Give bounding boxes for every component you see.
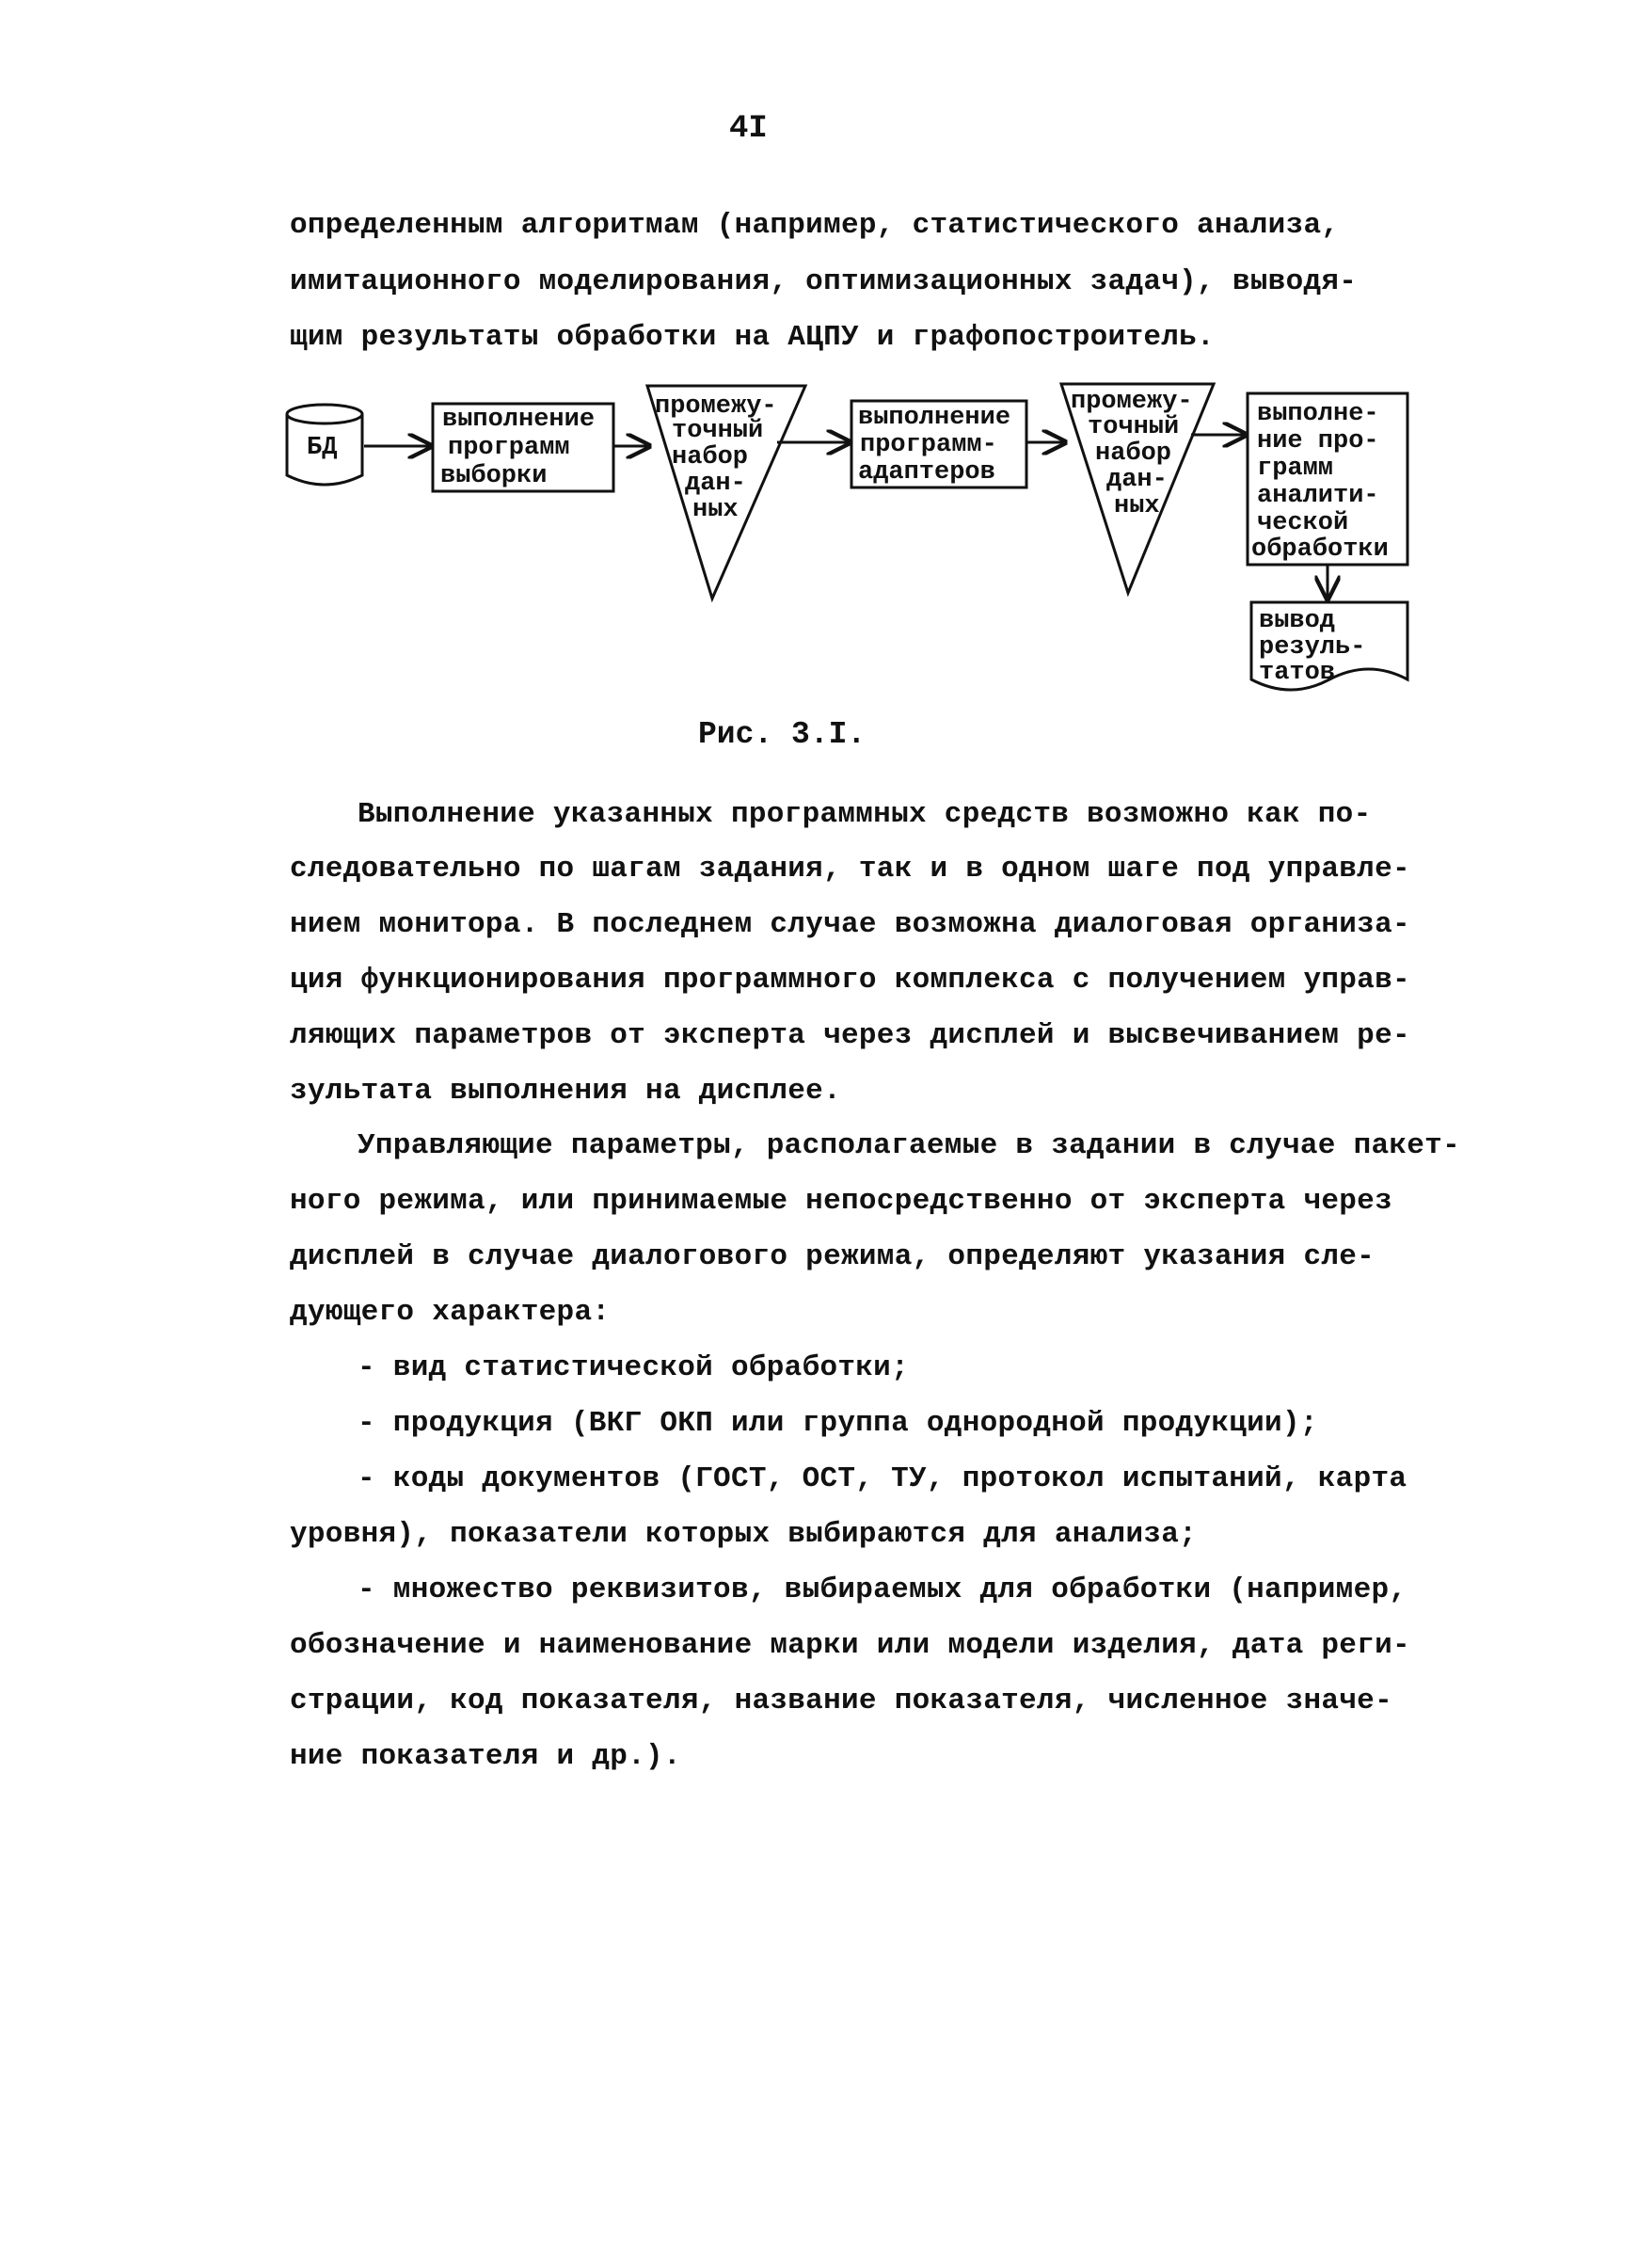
db-label: БД	[307, 434, 338, 462]
box-1-line: программ	[448, 434, 570, 462]
text-line: ляющих параметров от эксперта через дисплей и высвечиванием ре-	[290, 1019, 1410, 1052]
text-line: щим результаты обработки на АЦПУ и графопостроитель.	[290, 321, 1215, 354]
output-line: вывод	[1259, 607, 1336, 635]
triangle-1-line: ных	[692, 496, 739, 524]
text-line: нием монитора. В последнем случае возможна диалоговая организа-	[290, 908, 1410, 941]
triangle-2-line: ных	[1114, 492, 1160, 520]
triangle-intermediate-dataset-1	[647, 386, 805, 599]
text-line: дующего характера:	[290, 1296, 611, 1329]
box-3-line: аналити-	[1257, 482, 1379, 510]
box-1-line: выполнение	[442, 406, 596, 434]
triangle-intermediate-dataset-2	[1061, 384, 1214, 593]
box-1-line: выборки	[440, 462, 548, 490]
list-item-continuation: обозначение и наименование марки или модели изделия, дата реги-	[290, 1629, 1410, 1662]
box-3-line: обработки	[1251, 535, 1389, 564]
box-3-line: грамм	[1257, 455, 1334, 483]
list-item-continuation: уровня), показатели которых выбираются для анализа;	[290, 1518, 1198, 1551]
triangle-2-line: точный	[1088, 413, 1180, 441]
list-item: - вид статистической обработки;	[358, 1351, 909, 1384]
flow-diagram	[0, 0, 1638, 753]
triangle-2-line: промежу-	[1071, 388, 1193, 416]
list-item-continuation: страции, код показателя, название показателя, численное значе-	[290, 1685, 1392, 1717]
output-document-shape	[1251, 602, 1407, 690]
box-analytical-processing	[1248, 393, 1407, 565]
text-line: зультата выполнения на дисплее.	[290, 1075, 841, 1108]
output-line: резуль-	[1259, 633, 1366, 662]
figure-caption: Рис. 3.I.	[698, 717, 867, 752]
box-3-line: ческой	[1257, 509, 1349, 537]
box-2-line: адаптеров	[858, 458, 995, 487]
list-item: - коды документов (ГОСТ, ОСТ, ТУ, протокол испытаний, карта	[358, 1462, 1407, 1495]
text-line: следовательно по шагам задания, так и в одном шаге под управле-	[290, 853, 1410, 886]
box-selection-programs	[433, 404, 613, 491]
output-line: татов	[1259, 659, 1336, 687]
triangle-2-line: дан-	[1106, 466, 1168, 494]
text-line: Выполнение указанных программных средств возможно как по-	[358, 798, 1372, 831]
list-item: - продукция (ВКГ ОКП или группа однородной продукции);	[358, 1407, 1318, 1440]
triangle-1-line: точный	[672, 417, 764, 445]
text-line: Управляющие параметры, располагаемые в задании в случае пакет-	[358, 1129, 1460, 1162]
page-number: 4I	[729, 111, 768, 147]
box-adapter-programs	[851, 401, 1026, 487]
box-3-line: выполне-	[1257, 400, 1379, 428]
triangle-1-line: дан-	[685, 470, 746, 498]
triangle-1-line: промежу-	[655, 392, 777, 421]
list-item: - множество реквизитов, выбираемых для обработки (например,	[358, 1573, 1407, 1606]
text-line: ного режима, или принимаемые непосредственно от эксперта через	[290, 1185, 1392, 1218]
list-item-continuation: ние показателя и др.).	[290, 1740, 681, 1773]
box-3-line: ние про-	[1257, 427, 1379, 455]
triangle-2-line: набор	[1095, 439, 1172, 468]
triangle-1-line: набор	[672, 443, 749, 471]
text-line: имитационного моделирования, оптимизационных задач), выводя-	[290, 265, 1358, 298]
text-line: определенным алгоритмам (например, статистического анализа,	[290, 209, 1340, 242]
database-icon	[287, 405, 362, 485]
box-2-line: программ-	[860, 431, 997, 459]
text-line: ция функционирования программного комплекса с получением управ-	[290, 964, 1410, 997]
box-2-line: выполнение	[858, 404, 1011, 432]
text-line: дисплей в случае диалогового режима, определяют указания сле-	[290, 1240, 1376, 1273]
